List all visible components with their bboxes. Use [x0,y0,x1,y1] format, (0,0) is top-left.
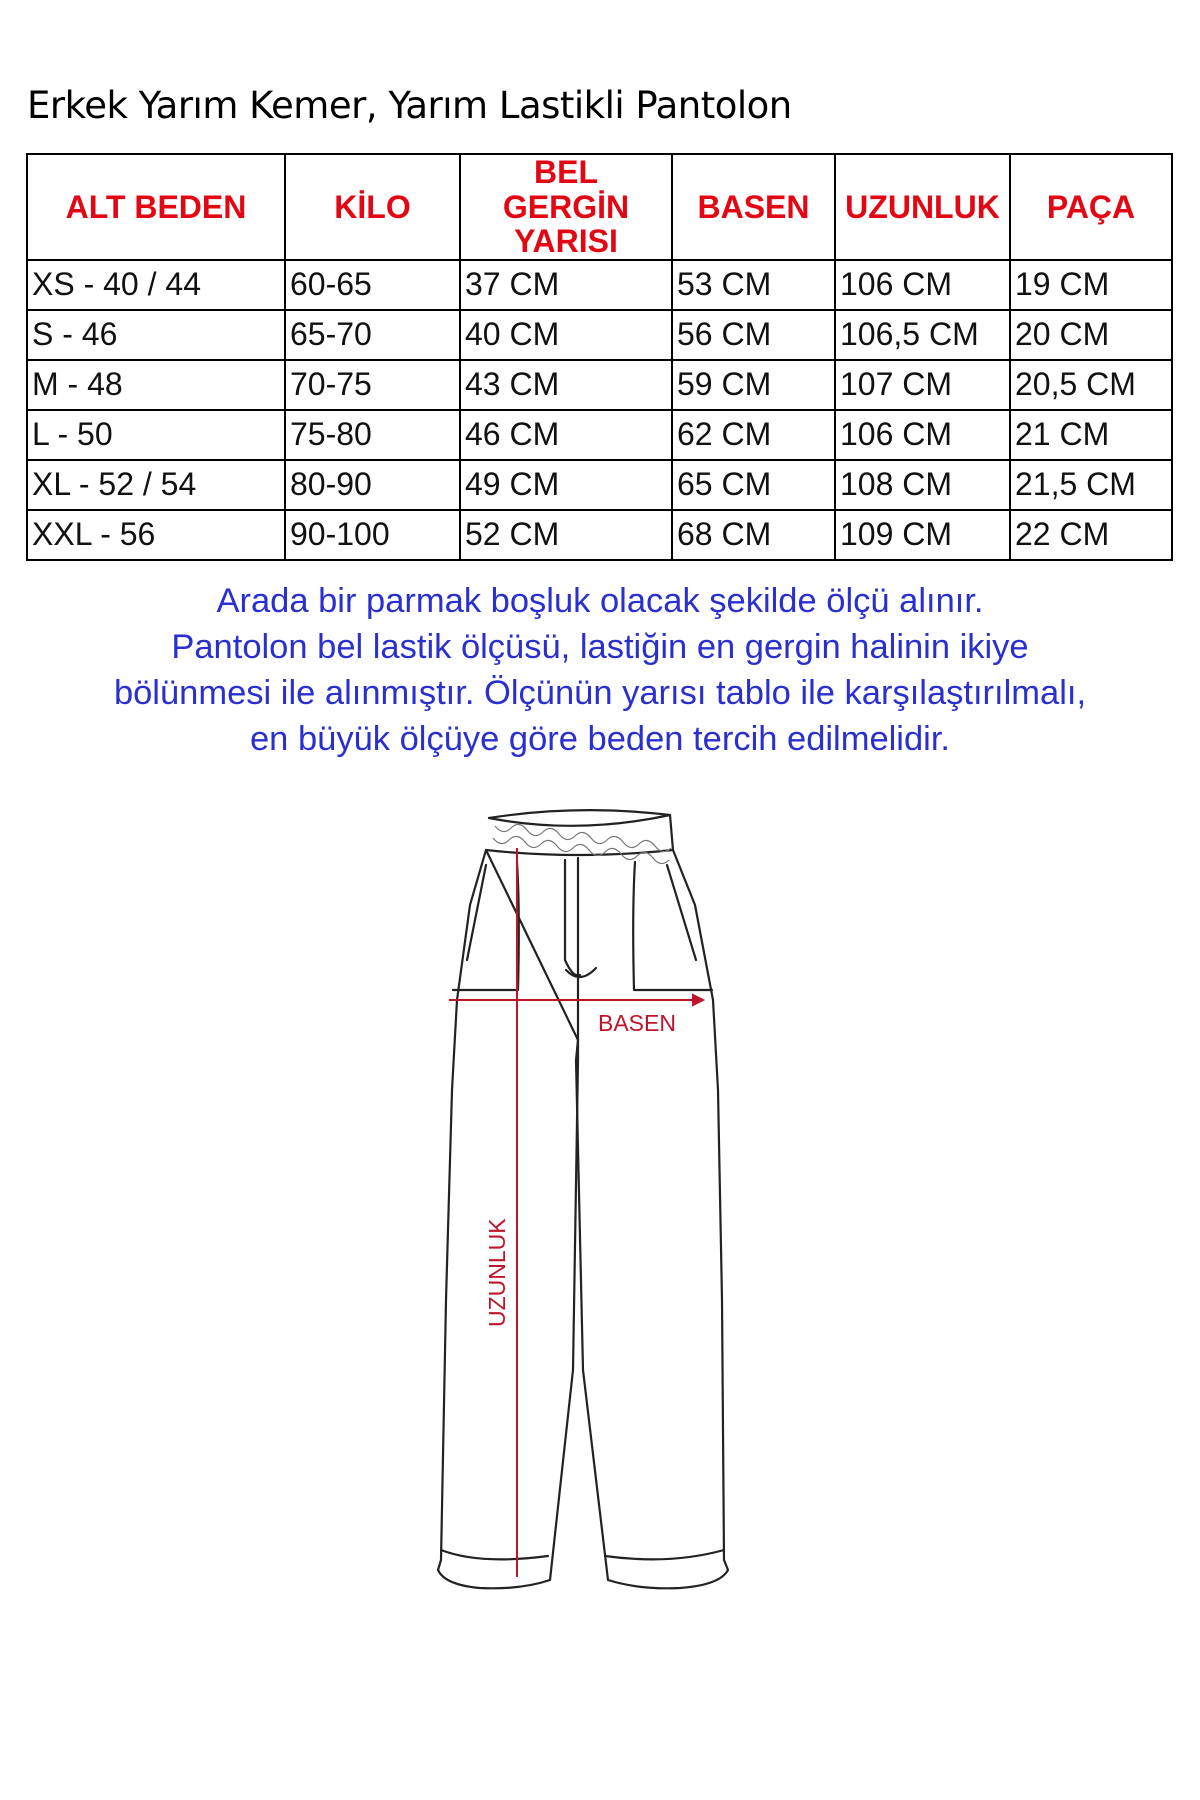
cell-uzunluk: 109 CM [835,510,1010,560]
cell-basen: 56 CM [672,310,835,360]
header-basen: BASEN [672,154,835,260]
cell-basen: 59 CM [672,360,835,410]
cell-basen: 62 CM [672,410,835,460]
cell-bel: 52 CM [460,510,672,560]
header-kilo: KİLO [285,154,460,260]
cell-paca: 19 CM [1010,260,1172,310]
cell-paca: 22 CM [1010,510,1172,560]
instruction-line: Pantolon bel lastik ölçüsü, lastiğin en gergin halinin ikiye [171,628,1029,666]
cell-uzunluk: 106 CM [835,410,1010,460]
instruction-line: Arada bir parmak boşluk olacak şekilde ölçü alınır. [216,582,984,620]
waistband-texture [493,824,671,863]
cell-kilo: 75-80 [285,410,460,460]
cell-uzunluk: 107 CM [835,360,1010,410]
cell-bel: 46 CM [460,410,672,460]
cell-paca: 21 CM [1010,410,1172,460]
header-paca: PAÇA [1010,154,1172,260]
cell-alt-beden: XXL - 56 [27,510,285,560]
cell-alt-beden: L - 50 [27,410,285,460]
cell-basen: 65 CM [672,460,835,510]
cell-paca: 20,5 CM [1010,360,1172,410]
cell-paca: 20 CM [1010,310,1172,360]
cell-kilo: 90-100 [285,510,460,560]
cell-alt-beden: M - 48 [27,360,285,410]
cell-kilo: 60-65 [285,260,460,310]
cell-uzunluk: 106,5 CM [835,310,1010,360]
cell-kilo: 70-75 [285,360,460,410]
header-bel-gergin-yarisi-text: BEL GERGİN YARISI [502,154,630,260]
cell-paca: 21,5 CM [1010,460,1172,510]
header-uzunluk: UZUNLUK [835,154,1010,260]
cell-bel: 40 CM [460,310,672,360]
cell-uzunluk: 108 CM [835,460,1010,510]
basen-label: BASEN [598,1010,676,1036]
page-title: Erkek Yarım Kemer, Yarım Lastikli Pantolon [27,84,792,127]
cell-alt-beden: S - 46 [27,310,285,360]
cell-alt-beden: XL - 52 / 54 [27,460,285,510]
basen-arrow-icon [693,995,703,1005]
uzunluk-label: UZUNLUK [484,1218,510,1327]
cell-kilo: 65-70 [285,310,460,360]
cell-uzunluk: 106 CM [835,260,1010,310]
instruction-line: en büyük ölçüye göre beden tercih edilmelidir. [249,720,950,758]
instruction-line: bölünmesi ile alınmıştır. Ölçünün yarısı tablo ile karşılaştırılmalı, [113,674,1087,712]
cell-kilo: 80-90 [285,460,460,510]
cell-bel: 43 CM [460,360,672,410]
cell-bel: 37 CM [460,260,672,310]
cell-basen: 53 CM [672,260,835,310]
pants-outline [438,810,728,1588]
cell-alt-beden: XS - 40 / 44 [27,260,285,310]
cell-bel: 49 CM [460,460,672,510]
cell-basen: 68 CM [672,510,835,560]
header-alt-beden: ALT BEDEN [27,154,285,260]
